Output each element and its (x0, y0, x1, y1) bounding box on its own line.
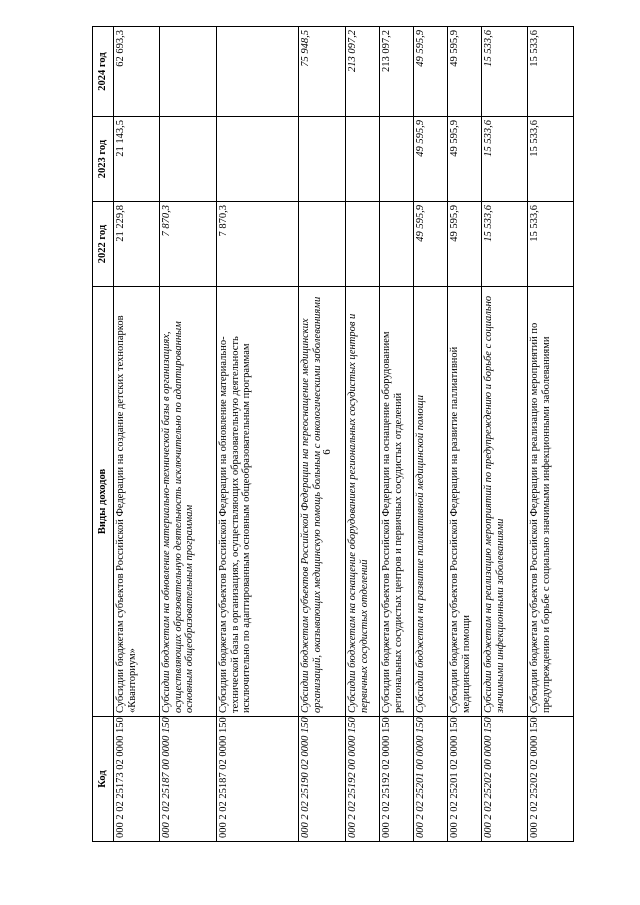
row-value-2024 (217, 27, 299, 117)
row-value-2023 (160, 117, 217, 202)
row-value-2022: 49 595,9 (414, 202, 448, 287)
row-value-2023: 21 143,5 (114, 117, 160, 202)
row-code: 000 2 02 25201 00 0000 150 (414, 717, 448, 842)
row-value-2024: 49 595,9 (448, 27, 482, 117)
row-value-2022: 15 533,6 (528, 202, 574, 287)
table-row (482, 27, 528, 842)
table-row (346, 27, 380, 842)
row-value-2022: 15 533,6 (482, 202, 528, 287)
row-name: Субсидии бюджетам субъектов Российской Федерации на развитие паллиативной медицинской помощи (448, 287, 482, 717)
row-value-2024: 15 533,6 (528, 27, 574, 117)
page-number: 6 (321, 449, 333, 455)
row-value-2023: 15 533,6 (482, 117, 528, 202)
row-value-2022: 21 229,8 (114, 202, 160, 287)
row-name: Субсидии бюджетам субъектов Российской Федерации на переоснащение медицинских организаций, оказывающих медицинскую помощь больным с онкологическими заболеваниями (299, 287, 346, 717)
row-value-2024: 62 693,3 (114, 27, 160, 117)
row-value-2023 (380, 117, 414, 202)
row-value-2024: 15 533,6 (482, 27, 528, 117)
row-value-2022: 49 595,9 (448, 202, 482, 287)
table-row (114, 27, 160, 842)
row-value-2023 (299, 117, 346, 202)
row-code: 000 2 02 25201 02 0000 150 (448, 717, 482, 842)
table-row (448, 27, 482, 842)
table-row (217, 27, 299, 842)
row-code: 000 2 02 25190 02 0000 150 (299, 717, 346, 842)
rotated-table-wrapper (92, 30, 574, 842)
header-2022: 2022 год (93, 202, 114, 287)
table-row (160, 27, 217, 842)
row-code: 000 2 02 25173 02 0000 150 (114, 717, 160, 842)
row-name: Субсидии бюджетам субъектов Российской Федерации на оснащение оборудованием региональных сосудистых центров и первичных сосудистых отделений (380, 287, 414, 717)
table-row (380, 27, 414, 842)
row-value-2024: 213 097,2 (380, 27, 414, 117)
header-2023: 2023 год (93, 117, 114, 202)
row-name: Субсидии бюджетам на оснащение оборудованием региональных сосудистых центров и первичных сосудистых отделений (346, 287, 380, 717)
table-row (414, 27, 448, 842)
row-value-2024 (160, 27, 217, 117)
row-value-2024: 213 097,2 (346, 27, 380, 117)
row-code: 000 2 02 25192 00 0000 150 (346, 717, 380, 842)
row-name: Субсидии бюджетам субъектов Российской Федерации на реализацию мероприятий по предупреждению и борьбе с социально значимыми инфекционными заболеваниями (528, 287, 574, 717)
row-name: Субсидии бюджетам на развитие паллиативной медицинской помощи (414, 287, 448, 717)
row-name: Субсидии бюджетам субъектов Российской Федерации на создание детских технопарков «Кванториум» (114, 287, 160, 717)
revenue-table (92, 26, 574, 842)
row-value-2023: 49 595,9 (448, 117, 482, 202)
row-value-2022 (380, 202, 414, 287)
row-value-2024: 75 948,5 (299, 27, 346, 117)
row-code: 000 2 02 25192 02 0000 150 (380, 717, 414, 842)
row-value-2022 (299, 202, 346, 287)
header-name: Виды доходов (93, 287, 114, 717)
table-header-row (93, 27, 114, 842)
row-code: 000 2 02 25202 00 0000 150 (482, 717, 528, 842)
row-name: Субсидии бюджетам на реализацию мероприятий по предупреждению и борьбе с социально значимыми инфекционными заболеваниями (482, 287, 528, 717)
row-value-2023: 15 533,6 (528, 117, 574, 202)
row-name: Субсидии бюджетам на обновление материально-технической базы в организациях, осуществляющих образовательную деятельность исключительно по адаптированным основным общеобразовательным программам (160, 287, 217, 717)
row-value-2023 (346, 117, 380, 202)
row-value-2024: 49 595,9 (414, 27, 448, 117)
row-value-2022: 7 870,3 (217, 202, 299, 287)
row-name: Субсидии бюджетам субъектов Российской Федерации на обновление материально-технической базы в организациях, осуществляющих образовательную деятельность исключительно по адаптированным основным общеобразовательным программам (217, 287, 299, 717)
table-row (528, 27, 574, 842)
row-code: 000 2 02 25202 02 0000 150 (528, 717, 574, 842)
row-code: 000 2 02 25187 02 0000 150 (217, 717, 299, 842)
header-code: Код (93, 717, 114, 842)
header-2024: 2024 год (93, 27, 114, 117)
row-value-2023: 49 595,9 (414, 117, 448, 202)
row-value-2023 (217, 117, 299, 202)
row-value-2022 (346, 202, 380, 287)
row-code: 000 2 02 25187 00 0000 150 (160, 717, 217, 842)
row-value-2022: 7 870,3 (160, 202, 217, 287)
table-row (299, 27, 346, 842)
